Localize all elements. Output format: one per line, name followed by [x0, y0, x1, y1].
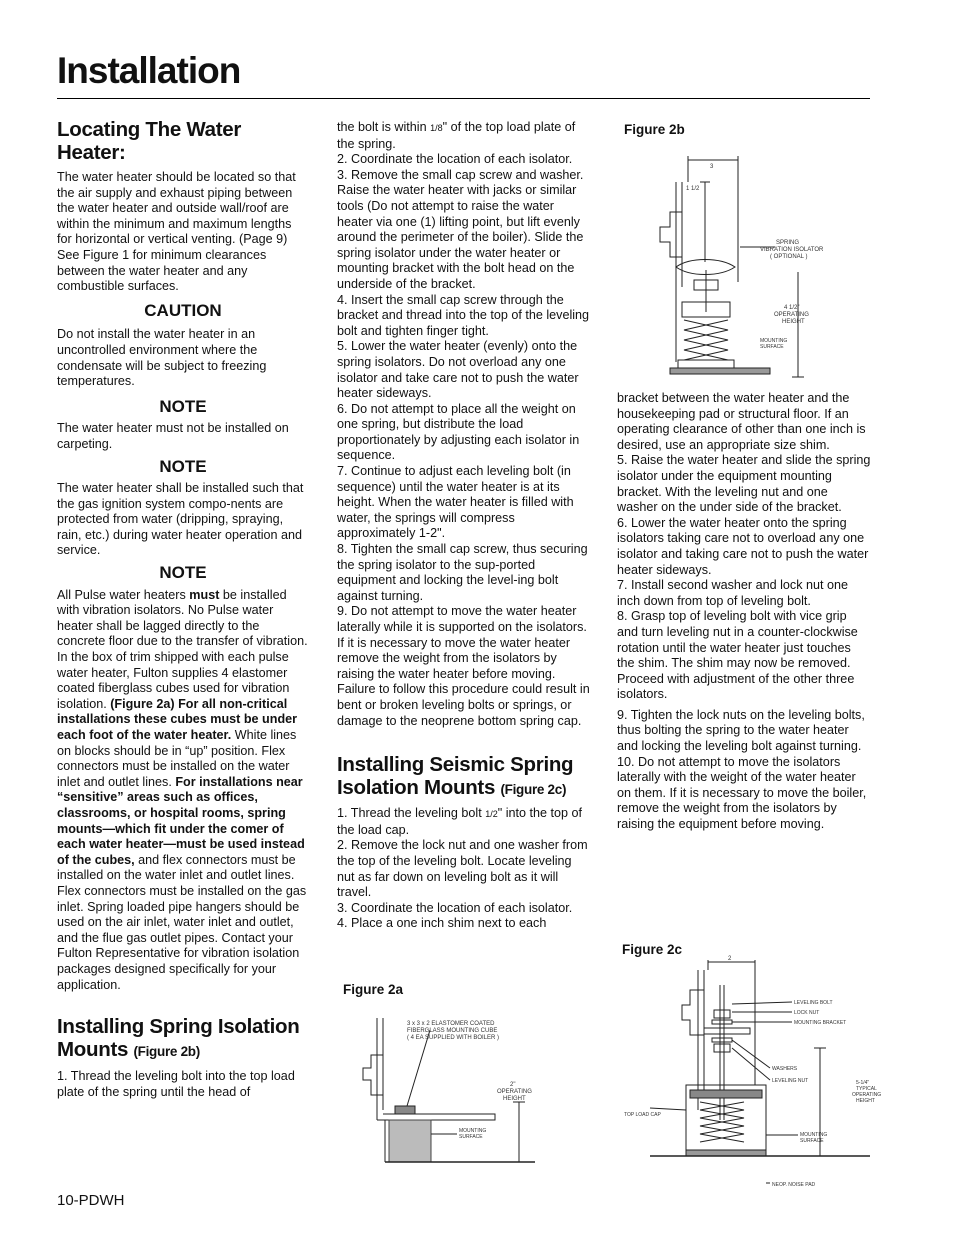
- paragraph-locating: The water heater should be located so that the air supply and exhaust piping between the water heater and outside wall/roof are within the minimum and maximum lengths for horizontal or vertical venting. (Page 9) See Figure 1 for minimum clearances between the water heater and any combustible surfaces.: [57, 170, 296, 294]
- label-surface-1: MOUNTING: [800, 1132, 828, 1138]
- label-surface-2: SURFACE: [800, 1138, 824, 1144]
- text-run: 1. Thread the leveling bolt: [337, 806, 486, 821]
- spring-step: 5. Lower the water heater (evenly) onto the spring isolators. Do not overload any one isolator and take care not to push the water heater sideways.: [337, 339, 579, 401]
- spring-step: 6. Do not attempt to place all the weight on one spring, but distribute the load proportionately by adjusting each isolator in sequence.: [337, 401, 580, 463]
- label-surface-1: MOUNTING: [760, 338, 788, 344]
- spring-step: 7. Continue to adjust each leveling bolt (in sequence) until the water heater is at its height. When the water heater is filled with water, the springs will compress approximately 1-2".: [337, 464, 574, 541]
- column-2: [337, 120, 591, 932]
- label-top-load-cap: TOP LOAD CAP: [624, 1112, 661, 1118]
- title-rule: [57, 98, 870, 99]
- note-heading: NOTE: [159, 396, 207, 416]
- label-dim-side: 1 1/2: [686, 186, 700, 192]
- spring-step: 4. Insert the small cap screw through the bracket and thread into the top of the leveling bolt and tighten finger tight.: [337, 292, 590, 338]
- label-height-3: HEIGHT: [503, 1096, 526, 1102]
- seismic-step: 8. Grasp top of leveling bolt with vice grip and turn leveling nut in a counter-clockwise rotation until the water heater just touches the shim. The shim may now be removed. Proceed with adjustment of the other three isolators.: [617, 609, 858, 702]
- caution-text: Do not install the water heater in an uncontrolled environment where the condensate will be subject to freezing temperatures.: [57, 327, 267, 389]
- label-surface-2: SURFACE: [459, 1134, 483, 1140]
- label-dim-top: 3: [710, 164, 714, 170]
- label-washers: WASHERS: [772, 1066, 798, 1072]
- spring-step-1-cont: [337, 120, 591, 152]
- text-run: " of the top load plate of the spring.: [337, 120, 576, 151]
- seismic-step-1: [337, 806, 591, 838]
- note-vibration-text: [57, 588, 309, 993]
- seismic-steps-list: [337, 838, 591, 932]
- text-run-bold: must: [189, 587, 220, 602]
- fraction: 1/8: [430, 123, 443, 133]
- note-text: The water heater must not be installed on carpeting.: [57, 421, 289, 451]
- figure-2b-label: Figure 2b: [624, 122, 685, 137]
- text-run-bold: For installations near “sensitive” areas such as offices, classrooms, or hospital rooms, spring mounts—which fit under the comer of each water heater—must be used instead of the cubes,: [57, 774, 305, 867]
- spring-step: 2. Coordinate the location of each isolator.: [337, 152, 573, 167]
- seismic-step: 6. Lower the water heater onto the spring isolators taking care not to overload any one isolator and taking care not to push the water heater sideways.: [617, 515, 869, 577]
- label-leveling-bolt: LEVELING BOLT: [794, 1000, 833, 1006]
- label-height-2: OPERATING: [497, 1089, 532, 1095]
- figure-2c-label: Figure 2c: [622, 942, 683, 957]
- shim-text: bracket between the water heater and the housekeeping pad or structural floor. If an operating clearance of other than one inch is desired, use an appropriate size shim.: [617, 391, 866, 452]
- label-surface-1: MOUNTING: [459, 1128, 487, 1134]
- label-cube-3: ( 4 EA SUPPLIED WITH BOILER ): [407, 1035, 500, 1041]
- heading-text: Installing Seismic Spring Isolation Mounts: [337, 753, 574, 800]
- column-3: [617, 391, 871, 833]
- label-isolator-3: ( OPTIONAL ): [770, 254, 808, 260]
- spring-step: 9. Do not attempt to move the water heater laterally while it is supported on the isolators. If it is necessary to move the water heater remove the weight from the isolators by raising the water heater before moving. Failure to follow this procedure could result in bent or broken leveling bolts or springs, or damage to the neoprene bottom spring cap.: [337, 604, 590, 728]
- label-bottom-pad: NEOP. NOISE PAD: [772, 1182, 816, 1188]
- text-run: White lines on blocks should be in “up” position. Flex connectors must be installed on the water inlet and outlet lines.: [57, 728, 297, 789]
- label-isolator-2: VIBRATION ISOLATOR: [760, 247, 824, 253]
- text-run: the bolt is within: [337, 120, 431, 134]
- label-height-4: HEIGHT: [856, 1098, 875, 1104]
- figure-ref: (Figure 2c): [500, 782, 567, 798]
- figure-ref: (Figure 2b): [133, 1044, 200, 1060]
- label-height-3: OPERATING: [852, 1092, 882, 1098]
- page-number: 10-PDWH: [57, 1192, 125, 1209]
- spring-steps-list: [337, 152, 591, 729]
- heading-spring-mounts: [57, 1015, 309, 1063]
- label-lock-nut: LOCK NUT: [794, 1010, 820, 1016]
- label-height-1: 5-1/4": [856, 1080, 870, 1086]
- label-height-2: TYPICAL: [856, 1086, 877, 1092]
- fraction: 1/2: [485, 809, 498, 820]
- heading-seismic: [337, 753, 591, 801]
- seismic-steps-list: [617, 708, 871, 833]
- note-heading: NOTE: [159, 563, 207, 583]
- figure-2a-label: Figure 2a: [343, 982, 404, 997]
- text-run: All Pulse water heaters: [57, 587, 190, 602]
- figure-2b-diagram: [650, 152, 850, 382]
- seismic-steps-list: [617, 453, 871, 703]
- heading-text: Installing Spring Isolation Mounts: [57, 1015, 300, 1062]
- text-run: be installed with vibration isolators. No Pulse water heater shall be lagged directly to the concrete floor due to the transfer of vibration. In the box of trim shipped with each pulse water heater, Fulton supplies 4 elastomer coated fiberglass cubes used for vibration isolation.: [57, 587, 308, 711]
- seismic-step: 2. Remove the lock nut and one washer from the top of the leveling bolt. Locate leveling nut as far down on leveling bolt as it will travel.: [337, 838, 588, 900]
- spring-step-1: 1. Thread the leveling bolt into the top load plate of the spring until the head of: [57, 1069, 295, 1099]
- label-isolator-1: SPRING: [776, 240, 800, 246]
- label-op-1: 4 1/2": [784, 305, 800, 311]
- label-height-1: 2": [510, 1082, 516, 1088]
- label-op-2: OPERATING: [774, 312, 809, 318]
- seismic-step: 10. Do not attempt to move the isolators laterally with the weight of the water heater on them. If it is necessary to move the boiler, remove the weight from the isolators by raising the equipment before moving.: [617, 754, 867, 832]
- column-1: [57, 118, 309, 1100]
- seismic-step: 3. Coordinate the location of each isolator.: [337, 900, 573, 915]
- seismic-step: 7. Install second washer and lock nut one inch down from top of leveling bolt.: [617, 578, 849, 608]
- label-surface-2: SURFACE: [760, 344, 784, 350]
- text-run: and flex connectors must be installed on the water inlet and outlet lines. Flex connectors must be installed on the gas inlet. Spring loaded pipe hangers should be used on the air inlet, water inlet and outlet, and the flue gas outlet pipes. Contact your Fulton Representative for vibration isolation packages designed specifically for your application.: [57, 852, 307, 992]
- seismic-step: 9. Tighten the lock nuts on the leveling bolts, thus bolting the spring to the water heater and locking the leveling bolt against turning.: [617, 707, 865, 754]
- text-run: " into the top of the load cap.: [337, 806, 583, 837]
- spring-step: 8. Tighten the small cap screw, thus securing the spring isolator to the sup-ported equipment and locking the level-ing bolt against turning.: [337, 542, 588, 603]
- label-cube-1: 3 x 3 x 2 ELASTOMER COATED: [407, 1021, 495, 1027]
- figure-2a-diagram: [355, 1010, 545, 1170]
- page-title: Installation: [57, 50, 241, 91]
- label-op-3: HEIGHT: [782, 319, 805, 325]
- label-dim-top: 2: [728, 956, 732, 962]
- seismic-step: 5. Raise the water heater and slide the spring isolator under the equipment mounting bracket. With the leveling nut and one washer on the under side of the bracket.: [617, 453, 871, 515]
- seismic-step: 4. Place a one inch shim next to each: [337, 916, 547, 931]
- caution-heading: CAUTION: [144, 300, 222, 320]
- spring-step: 3. Remove the small cap screw and washer. Raise the water heater with jacks or similar tools (Do not attempt to raise the water heater via one (1) lifting point, but lift evenly around the perimeter of the boiler). Slide the spring isolator under the water heater or mounting bracket with the bolt head on the underside of the bracket.: [337, 167, 584, 291]
- label-cube-2: FIBERGLASS MOUNTING CUBE: [407, 1028, 498, 1034]
- label-leveling-nut: LEVELING NUT: [772, 1078, 809, 1084]
- label-mounting-bracket: MOUNTING BRACKET: [794, 1020, 847, 1026]
- text-run-bold: (Figure 2a) For all non-critical installations these cubes must be under each foot of the water heater.: [57, 696, 298, 742]
- heading-locating: Locating The Water Heater:: [57, 118, 242, 164]
- note-heading: NOTE: [159, 456, 207, 476]
- figure-2c-diagram: [620, 956, 890, 1190]
- note-text: The water heater shall be installed such that the gas ignition system compo-nents are protected from water (dripping, spraying, rain, etc.) during water heater operation and service.: [57, 481, 304, 558]
